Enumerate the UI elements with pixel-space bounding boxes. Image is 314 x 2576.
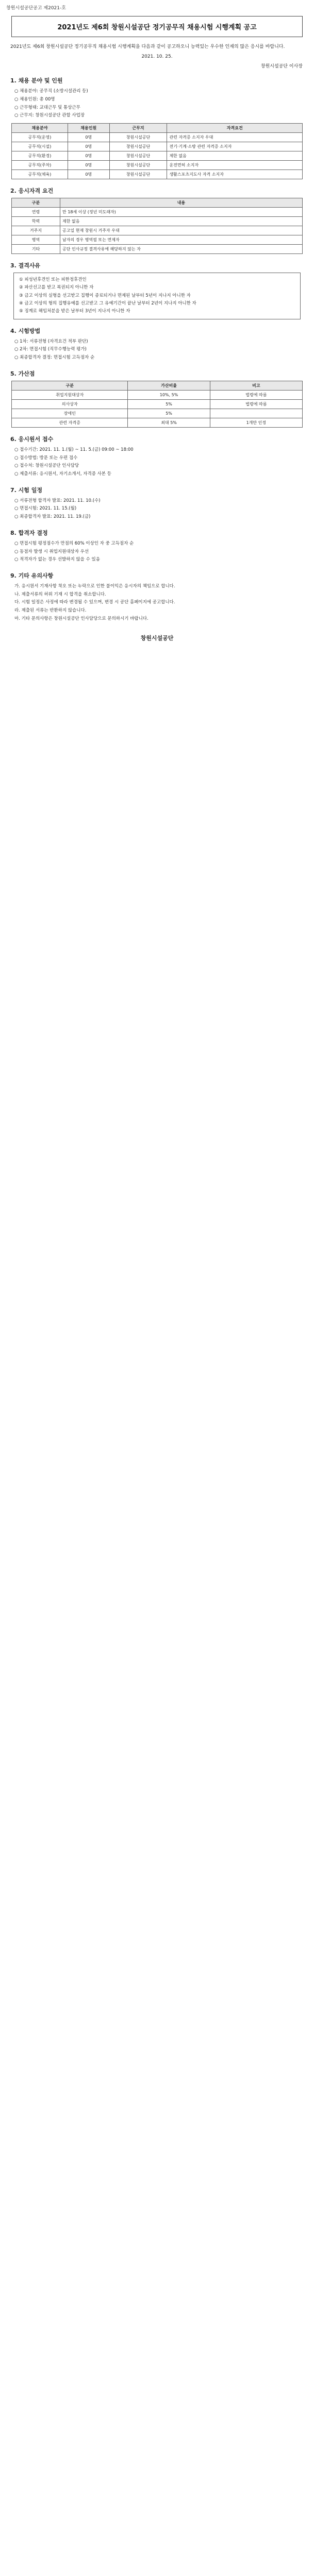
schedule-line: ○ 면접시험: 2021. 11. 15.(월)	[14, 506, 77, 512]
title-box	[11, 16, 303, 37]
table-cell: 창원시설공단	[109, 151, 167, 161]
schedule-list	[14, 497, 300, 521]
disqual-line: ④ 금고 이상의 형의 집행유예를 선고받고 그 유예기간이 끝난 날부터 2년이 지나지 아니한 자	[19, 301, 196, 307]
section-heading-4: 4. 시험방법	[10, 327, 41, 334]
table-cell: 연령	[12, 208, 60, 217]
table-cell: 제한 없음	[167, 151, 303, 161]
misc-line: 다. 시험 일정은 사정에 따라 변경될 수 있으며, 변경 시 공단 홈페이지에 공고합니다.	[14, 600, 175, 605]
table-cell: 5%	[128, 409, 210, 418]
table-cell: 전기·기계·소방 관련 자격증 소지자	[167, 142, 303, 151]
section-heading-1: 1. 채용 분야 및 인원	[10, 77, 63, 84]
exam-line: ○ 1차: 서류전형 (자격요건 적부 판단)	[14, 338, 88, 344]
table-row	[12, 170, 303, 179]
table-cell: 공무직(체육)	[12, 170, 68, 179]
bonus-table	[11, 381, 303, 428]
section-heading-7: 7. 시험 일정	[10, 486, 42, 494]
schedule-line: ○ 서류전형 합격자 발표: 2021. 11. 10.(수)	[14, 498, 101, 503]
pass-line: ○ 적격자가 없는 경우 선발하지 않을 수 있음	[14, 557, 100, 563]
table-cell: 공단 인사규정 결격사유에 해당하지 않는 자	[60, 245, 303, 254]
table-cell: 창원시설공단	[109, 170, 167, 179]
table-row	[12, 133, 303, 142]
table-cell: 10%, 5%	[128, 390, 210, 399]
table-row	[12, 226, 303, 235]
table-cell: 제한 없음	[60, 217, 303, 226]
table-cell: 취업지원대상자	[12, 390, 128, 399]
table-row	[12, 418, 303, 427]
table-cell: 0명	[68, 142, 109, 151]
table-cell: 학력	[12, 217, 60, 226]
apply-line: ○ 접수방법: 방문 또는 우편 접수	[14, 455, 78, 461]
announce-date: 2021. 10. 25.	[141, 54, 173, 60]
apply-list	[14, 446, 300, 479]
disqual-line: ③ 금고 이상의 실형을 선고받고 집행이 종료되거나 면제된 날부터 5년이 지나지 아니한 자	[19, 293, 191, 298]
table-cell: 1개만 인정	[210, 418, 302, 427]
table-cell: 생활스포츠지도사 자격 소지자	[167, 170, 303, 179]
misc-line: 마. 기타 문의사항은 창원시설공단 인사담당으로 문의하시기 바랍니다.	[14, 616, 148, 621]
table-header: 채용분야	[12, 124, 68, 133]
table-cell: 공무직(주차)	[12, 161, 68, 170]
table-cell: 창원시설공단	[109, 133, 167, 142]
overview-line: ○ 근무지: 창원시설공단 관할 사업장	[14, 113, 85, 118]
section-heading-3: 3. 결격사유	[10, 262, 41, 269]
table-cell: 남자의 경우 병역필 또는 면제자	[60, 235, 303, 245]
table-cell: 5%	[128, 399, 210, 409]
table-row	[12, 208, 303, 217]
table-cell: 병역	[12, 235, 60, 245]
table-cell: 창원시설공단	[109, 142, 167, 151]
table-cell: 공고일 현재 창원시 거주자 우대	[60, 226, 303, 235]
apply-line: ○ 접수기간: 2021. 11. 1.(월) ~ 11. 5.(금) 09:00 ~ 18:00	[14, 447, 134, 452]
notice-page	[6, 0, 308, 651]
misc-list	[14, 583, 300, 623]
table-row	[12, 235, 303, 245]
exam-list	[14, 338, 300, 362]
table-header: 근무지	[109, 124, 167, 133]
section-heading-8: 8. 합격자 결정	[10, 529, 48, 536]
table-row	[12, 161, 303, 170]
table-cell: 기타	[12, 245, 60, 254]
table-cell: 만 18세 이상 (정년 미도래자)	[60, 208, 303, 217]
table-cell: 0명	[68, 161, 109, 170]
table-row	[12, 142, 303, 151]
table-header: 자격요건	[167, 124, 303, 133]
table-row	[12, 409, 303, 418]
exam-line: ○ 최종합격자 결정: 면접시험 고득점자 순	[14, 355, 95, 361]
intro-text: 2021년도 제6회 창원시설공단 정기공무직 채용시험 시행계획을 다음과 같이 공고하오니 능력있는 우수한 인재의 많은 응시를 바랍니다.	[10, 44, 285, 49]
recruit-table	[11, 123, 303, 179]
table-header: 채용인원	[68, 124, 109, 133]
notice-number: 창원시설공단공고 제2021-호	[6, 6, 66, 11]
table-cell: 공무직(운영)	[12, 133, 68, 142]
pass-line: ○ 동점자 발생 시 취업지원대상자 우선	[14, 549, 89, 554]
table-cell: 창원시설공단	[109, 161, 167, 170]
table-cell: 관련 자격증	[12, 418, 128, 427]
apply-line: ○ 접수처: 창원시설공단 인사담당	[14, 463, 79, 469]
qualification-table	[11, 198, 303, 254]
table-cell: 의사상자	[12, 399, 128, 409]
table-cell: 공무직(환경)	[12, 151, 68, 161]
table-row	[12, 399, 303, 409]
disqualification-box	[13, 273, 301, 319]
section-heading-5: 5. 가산점	[10, 370, 35, 377]
table-header: 가산비율	[128, 381, 210, 390]
section-heading-2: 2. 응시자격 요건	[10, 188, 54, 195]
apply-line: ○ 제출서류: 응시원서, 자기소개서, 자격증 사본 등	[14, 471, 111, 477]
table-row	[12, 390, 303, 399]
table-cell: 0명	[68, 151, 109, 161]
footer-org: 창원시설공단	[140, 634, 174, 641]
table-cell: 거주지	[12, 226, 60, 235]
table-header: 비고	[210, 381, 302, 390]
pass-list	[14, 540, 300, 564]
table-cell: 운전면허 소지자	[167, 161, 303, 170]
disqual-line: ① 피성년후견인 또는 피한정후견인	[19, 277, 87, 283]
overview-line: ○ 근무형태: 교대근무 및 통상근무	[14, 105, 80, 110]
table-cell: 0명	[68, 133, 109, 142]
misc-line: 라. 제출된 서류는 반환하지 않습니다.	[14, 608, 87, 614]
table-cell: 공무직(시설)	[12, 142, 68, 151]
overview-line: ○ 채용분야: 공무직 (소방시설관리 등)	[14, 89, 88, 94]
table-cell: 0명	[68, 170, 109, 179]
table-cell	[210, 409, 302, 418]
overview-list	[14, 88, 300, 120]
table-cell: 관련 자격증 소지자 우대	[167, 133, 303, 142]
section-heading-6: 6. 응시원서 접수	[10, 435, 54, 443]
table-row	[12, 245, 303, 254]
section-heading-9: 9. 기타 유의사항	[10, 572, 54, 579]
misc-line: 가. 응시원서 기재사항 착오 또는 누락으로 인한 불이익은 응시자의 책임으로 합니다.	[14, 584, 175, 589]
table-cell: 법령에 따름	[210, 390, 302, 399]
pass-line: ○ 면접시험 평정점수가 만점의 60% 이상인 자 중 고득점자 순	[14, 540, 134, 546]
misc-line: 나. 제출서류의 허위 기재 시 합격을 취소합니다.	[14, 591, 106, 597]
disqual-line: ⑤ 징계로 해임처분을 받은 날부터 3년이 지나지 아니한 자	[19, 309, 130, 314]
table-header: 구분	[12, 381, 128, 390]
overview-line: ○ 채용인원: 총 00명	[14, 97, 55, 103]
table-cell: 법령에 따름	[210, 399, 302, 409]
table-header: 내용	[60, 198, 303, 208]
table-row	[12, 217, 303, 226]
table-header: 구분	[12, 198, 60, 208]
issuer-sign: 창원시설공단 이사장	[260, 64, 303, 70]
table-row	[12, 151, 303, 161]
schedule-line: ○ 최종합격자 발표: 2021. 11. 19.(금)	[14, 514, 91, 520]
table-cell: 최대 5%	[128, 418, 210, 427]
page-title: 2021년도 제6회 창원시설공단 정기공무직 채용시험 시행계획 공고	[57, 24, 257, 31]
disqual-line: ② 파산선고를 받고 복권되지 아니한 자	[19, 285, 94, 291]
table-cell: 장애인	[12, 409, 128, 418]
exam-line: ○ 2차: 면접시험 (직무수행능력 평가)	[14, 347, 87, 352]
